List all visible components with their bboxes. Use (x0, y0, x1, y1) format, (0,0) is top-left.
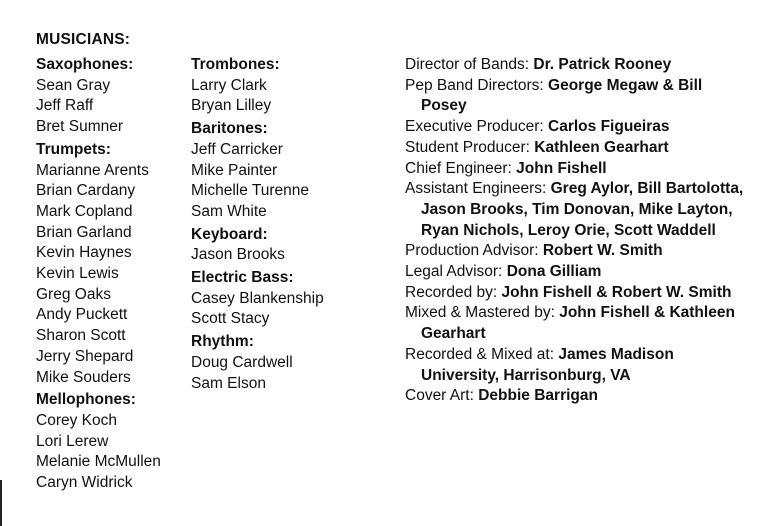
musician-name: Mike Souders (36, 368, 131, 386)
credit-person: Greg Aylor, Bill Bartolotta, Jason Brooks, Tim Donovan, Mike Layton, Ryan Nichols, Leroy Orie, Scott Waddell (421, 180, 744, 239)
musician-name: Sharon Scott (36, 327, 126, 345)
credits-column (405, 55, 750, 407)
musician-name: Sam White (191, 202, 267, 220)
musician-name: Melanie McMullen (36, 453, 161, 471)
section-title: Trombones: (191, 56, 280, 73)
musician-name: Mark Copland (36, 202, 133, 220)
credit-role: Recorded & Mixed at: (405, 345, 555, 363)
musician-name: Andy Puckett (36, 306, 128, 324)
credit-executive-producer (405, 117, 750, 138)
section-mellophones (36, 390, 186, 494)
credit-legal-advisor (405, 262, 750, 283)
section-keyboard (191, 225, 376, 266)
credit-person: Dona Gilliam (506, 263, 602, 281)
musician-name: Brian Cardany (36, 182, 136, 200)
credit-production-advisor (405, 241, 750, 262)
credit-person: John Fishell (516, 159, 607, 177)
section-electric-bass (191, 268, 376, 330)
musician-name: Jason Brooks (191, 246, 285, 264)
musician-name: Jeff Raff (36, 97, 94, 115)
section-title: Rhythm: (191, 333, 254, 351)
credit-cover-art (405, 386, 750, 407)
musician-name: Greg Oaks (36, 285, 111, 303)
credit-role: Recorded by: (405, 283, 498, 301)
credit-person: Robert W. Smith (542, 242, 663, 260)
musician-name: Kevin Haynes (36, 244, 132, 262)
credit-role: Chief Engineer: (405, 159, 512, 177)
credit-person: Debbie Barrigan (478, 387, 598, 405)
musician-name: Brian Garland (36, 223, 132, 241)
credit-mixed-mastered-by (405, 303, 750, 344)
credit-role: Legal Advisor: (405, 263, 503, 281)
credit-role: Director of Bands: (405, 56, 530, 73)
credit-role: Production Advisor: (405, 242, 539, 260)
credit-person: Dr. Patrick Rooney (533, 56, 672, 73)
credit-person: George Megaw & Bill Posey (421, 76, 703, 115)
credit-role: Cover Art: (405, 387, 474, 405)
credit-person: John Fishell & Kathleen Gearhart (421, 304, 735, 343)
musician-name: Lori Lerew (36, 432, 109, 450)
musician-name: Kevin Lewis (36, 265, 119, 283)
musician-name: Sam Elson (191, 374, 266, 392)
credit-chief-engineer (405, 159, 750, 180)
credit-person: Carlos Figueiras (548, 118, 670, 136)
credit-role: Student Producer: (405, 138, 530, 156)
musicians-column-2 (191, 55, 376, 394)
musician-name: Marianne Arents (36, 161, 149, 179)
credit-assistant-engineers (405, 179, 750, 241)
section-rhythm (191, 332, 376, 394)
credit-person: Kathleen Gearhart (534, 138, 669, 156)
musician-name: Bret Sumner (36, 118, 124, 136)
credit-person: John Fishell & Robert W. Smith (501, 283, 732, 301)
musician-name: Larry Clark (191, 76, 267, 94)
credit-role: Assistant Engineers: (405, 180, 547, 198)
section-trombones (191, 55, 376, 117)
musician-name: Bryan Lilley (191, 97, 272, 115)
musicians-heading: MUSICIANS: (36, 31, 131, 48)
musician-name: Sean Gray (36, 76, 111, 94)
credit-pep-band-directors (405, 76, 750, 117)
musician-name: Caryn Widrick (36, 474, 133, 492)
section-title: Mellophones: (36, 391, 136, 409)
musicians-column-1 (36, 55, 186, 494)
musician-name: Jeff Carricker (191, 140, 283, 158)
section-trumpets (36, 140, 186, 388)
musician-name: Casey Blankenship (191, 289, 324, 307)
section-title: Baritones: (191, 120, 268, 138)
section-title: Electric Bass: (191, 269, 294, 287)
credit-director-of-bands (405, 55, 750, 76)
credit-person: James Madison University, Harrisonburg, VA (421, 345, 674, 384)
credit-role: Mixed & Mastered by: (405, 304, 555, 322)
musician-name: Mike Painter (191, 161, 278, 179)
musician-name: Corey Koch (36, 411, 117, 429)
section-saxophones (36, 55, 186, 138)
musician-name: Doug Cardwell (191, 353, 293, 371)
musician-name: Jerry Shepard (36, 347, 134, 365)
musician-name: Michelle Turenne (191, 182, 310, 200)
section-title: Saxophones: (36, 56, 134, 73)
credit-recorded-by (405, 283, 750, 304)
musician-name: Scott Stacy (191, 310, 270, 328)
section-title: Trumpets: (36, 140, 111, 158)
credit-role: Executive Producer: (405, 118, 544, 136)
section-baritones (191, 119, 376, 223)
section-title: Keyboard: (191, 225, 268, 243)
page-edge-mark (0, 480, 2, 526)
credit-student-producer (405, 138, 750, 159)
credit-role: Pep Band Directors: (405, 76, 544, 94)
credit-recorded-mixed-at (405, 345, 750, 386)
